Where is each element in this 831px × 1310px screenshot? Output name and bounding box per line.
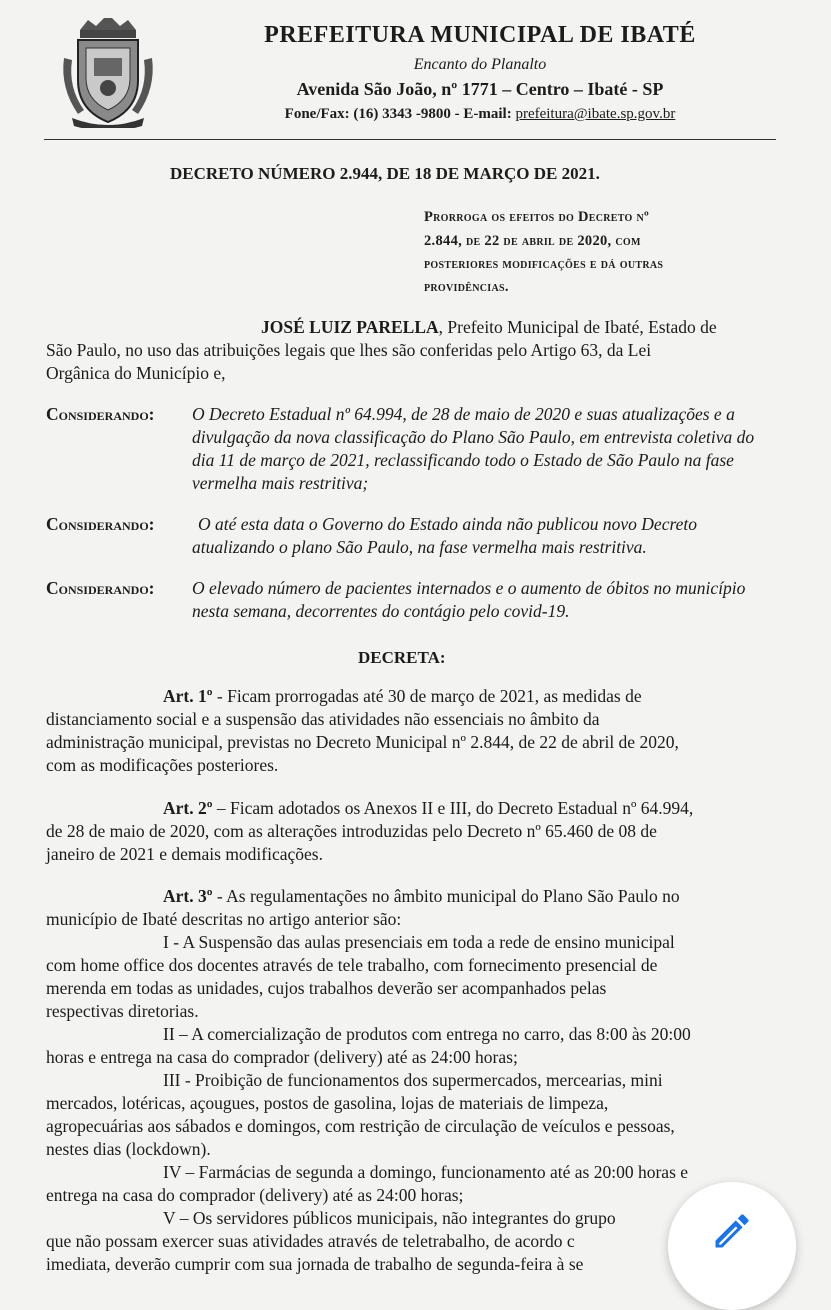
considerando-label: Considerando: xyxy=(46,514,155,534)
considerando-text: atualizando o plano São Paulo, na fase vermelha mais restritiva. xyxy=(192,537,647,557)
item-line: nestes dias (lockdown). xyxy=(46,1139,211,1159)
item-first-line: I - A Suspensão das aulas presenciais em toda a rede de ensino municipal xyxy=(163,932,675,952)
item-line: respectivas diretorias. xyxy=(46,1001,199,1021)
letterhead-address: Avenida São João, nº 1771 – Centro – Ibaté - SP xyxy=(296,79,664,99)
header-divider xyxy=(44,139,776,140)
item-line: com home office dos docentes através de tele trabalho, com fornecimento presencial de xyxy=(46,955,658,975)
article-line: de 28 de maio de 2020, com as alterações introduzidas pelo Decreto nº 65.460 de 08 de xyxy=(46,821,657,841)
article-label: Art. 1º xyxy=(163,686,213,706)
considerando-label: Considerando: xyxy=(46,404,155,424)
article-first-line: Art. 1º - Ficam prorrogadas até 30 de março de 2021, as medidas de xyxy=(163,686,642,706)
email-link[interactable]: prefeitura@ibate.sp.gov.br xyxy=(515,106,676,122)
considerando-text: dia 11 de março de 2021, reclassificando todo o Estado de São Paulo na fase xyxy=(192,450,734,470)
mayor-name: JOSÉ LUIZ PARELLA xyxy=(261,317,439,337)
article-line: distanciamento social e a suspensão das atividades não essenciais no âmbito da xyxy=(46,709,600,729)
considerando-text: O Decreto Estadual nº 64.994, de 28 de maio de 2020 e suas atualizações e a xyxy=(192,404,735,424)
item-line: imediata, deverão cumprir com sua jornada de trabalho de segunda-feira à se xyxy=(46,1254,584,1274)
item-line: que não possam exercer suas atividades através de teletrabalho, de acordo c xyxy=(46,1231,575,1251)
pencil-edit-icon xyxy=(710,1209,754,1253)
ementa-line: posteriores modificações e dá outras xyxy=(424,256,664,272)
ementa-line: Prorroga os efeitos do Decreto nº xyxy=(424,209,650,225)
considerando-label: Considerando: xyxy=(46,578,155,598)
article-line: com as modificações posteriores. xyxy=(46,755,279,775)
item-line: merenda em todas as unidades, cujos trabalhos deverão ser acompanhados pelas xyxy=(46,978,607,998)
preamble-line: JOSÉ LUIZ PARELLA, Prefeito Municipal de Ibaté, Estado de xyxy=(261,317,717,337)
decree-title: DECRETO NÚMERO 2.944, DE 18 DE MARÇO DE 2021. xyxy=(170,164,600,183)
item-line: horas e entrega na casa do comprador (delivery) até as 24:00 horas; xyxy=(46,1047,518,1067)
municipal-coat-of-arms-icon xyxy=(58,18,158,128)
considerando-text: vermelha mais restritiva; xyxy=(192,473,369,493)
item-line: mercados, lotéricas, açougues, postos de gasolina, lojas de materiais de limpeza, xyxy=(46,1093,609,1113)
letterhead-contact xyxy=(200,106,760,123)
item-first-line: IV – Farmácias de segunda a domingo, funcionamento até as 20:00 horas e xyxy=(163,1162,689,1182)
phone-text: Fone/Fax: (16) 3343 -9800 - E-mail: xyxy=(284,106,516,122)
item-line: agropecuárias aos sábados e domingos, com restrição de circulação de veículos e pessoas, xyxy=(46,1116,675,1136)
letterhead-motto: Encanto do Planalto xyxy=(413,56,547,73)
considerando-text: O até esta data o Governo do Estado ainda não publicou novo Decreto xyxy=(198,514,697,534)
preamble-line: São Paulo, no uso das atribuições legais que lhes são conferidas pelo Artigo 63, da Lei xyxy=(46,340,652,360)
considerando-text: O elevado número de pacientes internados e o aumento de óbitos no município xyxy=(192,578,746,598)
article-first-line: Art. 3º - As regulamentações no âmbito municipal do Plano São Paulo no xyxy=(163,886,680,906)
item-first-line: V – Os servidores públicos municipais, não integrantes do grupo xyxy=(163,1208,616,1228)
article-first-line: Art. 2º – Ficam adotados os Anexos II e III, do Decreto Estadual nº 64.994, xyxy=(163,798,694,818)
edit-fab-button[interactable] xyxy=(668,1182,796,1310)
decreta-heading: DECRETA: xyxy=(358,648,446,667)
preamble-line: Orgânica do Município e, xyxy=(46,363,226,383)
article-line: administração municipal, previstas no Decreto Municipal nº 2.844, de 22 de abril de 2020, xyxy=(46,732,679,752)
item-first-line: III - Proibição de funcionamentos dos supermercados, mercearias, mini xyxy=(163,1070,663,1090)
article-label: Art. 2º xyxy=(163,798,213,818)
considerando-text: divulgação da nova classificação do Plano São Paulo, em entrevista coletiva do xyxy=(192,427,755,447)
article-line: município de Ibaté descritas no artigo anterior são: xyxy=(46,909,402,929)
article-label: Art. 3º xyxy=(163,886,213,906)
ementa-line: 2.844, de 22 de abril de 2020, com xyxy=(424,233,641,249)
item-line: entrega na casa do comprador (delivery) até as 24:00 horas; xyxy=(46,1185,464,1205)
item-first-line: II – A comercialização de produtos com entrega no carro, das 8:00 às 20:00 xyxy=(163,1024,691,1044)
article-line: janeiro de 2021 e demais modificações. xyxy=(46,844,323,864)
letterhead-title: PREFEITURA MUNICIPAL DE IBATÉ xyxy=(264,22,696,48)
considerando-text: nesta semana, decorrentes do contágio pelo covid-19. xyxy=(192,601,570,621)
ementa-line: providências. xyxy=(424,279,509,295)
